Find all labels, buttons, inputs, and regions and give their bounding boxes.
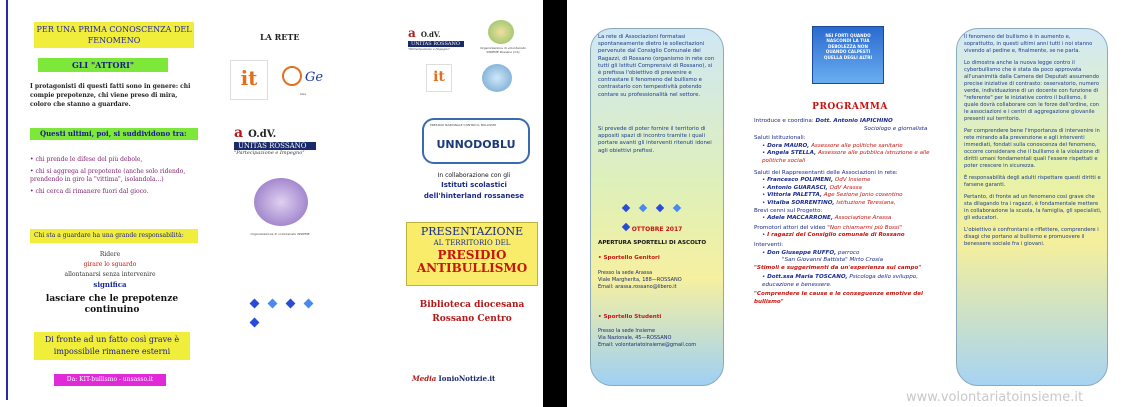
significa-text: significa <box>93 280 127 289</box>
paragraph: Per comprendere bene l'importanza di intervenire in rete mirando alla prevenzione e agli interventi immediati, fondati sulla conoscenza del fenomeno, occorre considerare che il bullismo è la violazione di diritti umani fondamentali quali l'essere rispettati e poter crescere in sicurezza. <box>964 128 1100 169</box>
footer-link[interactable]: Da: KIT-bullismo - unsasso.it <box>54 374 166 386</box>
paragraph: Il fenomeno del bullismo è in aumento e, soprattutto, in questi ultimi anni tutti i noi stanno vivendo al pedine e, finalmente, se ne parla. <box>964 34 1093 54</box>
responsabilita-box: Chi sta a guardare ha una grande responsabilità: <box>30 229 198 243</box>
age-icon <box>278 62 328 88</box>
toscano-row: • Dott.ssa Maria TOSCANO, Psicologa dello sviluppo, educazione e benessere. <box>762 274 918 288</box>
action-item: girare lo sguardo <box>83 261 137 268</box>
ruffo-row: • Don Giuseppe RUFFO, parroco <box>762 249 860 256</box>
ruffo-line2: "San Giovanni Battista" Mirto Crosia <box>782 257 884 264</box>
bullet-item: • chi cerca di rimanere fuori dal gioco. <box>30 188 149 195</box>
introduce-row: Introduce e coordina: Dott. Antonio IAPICHINO <box>754 118 893 124</box>
saluti-rap: Saluti dei Rappresentanti delle Associazioni in rete: <box>754 169 898 176</box>
paragraph: Lo dimostra anche la nuova legge contro il cyberbullismo che è stata da poco approvata all'unanimità dalla Camera dei Deputati assumendo precise iniziative di contrasto: osservatorio, numero verde, individuazione di un docente con funzione di "referente" per le iniziative contro il bullismo, il quale dovrà collaborare con le forze dell'ordine, con le associazioni e i centri di aggregazione giovanile presenti sul territorio. <box>964 60 1100 122</box>
diamond-icon <box>250 318 260 328</box>
panel-conoscenza <box>6 0 198 400</box>
genitori-info: Presso la sede Arassa Viale Margherita, 188—ROSSANO Email: arassa.rossano@libero.it <box>598 270 682 290</box>
insieme-logo <box>254 178 308 226</box>
diamond-icon <box>250 299 260 309</box>
istituti-text: Istituti scolastici <box>441 181 507 189</box>
media-partner: Media IonioNotizie.it <box>412 374 496 383</box>
age-logo: Ge AGe <box>278 62 328 98</box>
svg-text:Ge: Ge <box>305 70 324 85</box>
diamond-row <box>248 292 328 302</box>
diamond-icon <box>286 299 296 309</box>
fenomeno-text <box>964 34 1102 248</box>
brevi-label: Brevi cenni sul Progetto: <box>754 207 823 214</box>
action-item: Ridere <box>99 251 121 258</box>
programma-title: PROGRAMMA <box>812 102 888 112</box>
difronte-box: Di fronte ad un fatto così grave è impossibile rimanere esterni <box>34 332 190 360</box>
protagonisti-text: I protagonisti di questi fatti sono in genere: chi compie prepotenze, chi viene preso di mira, coloro che stanno a guardare. <box>30 83 191 108</box>
hinterland-text: dell'hinterland rossanese <box>423 192 525 200</box>
prevede-text: Si prevede di poter fornire il territorio di appositi spazi di incontro tramite i quali portare avanti gli interventi ritenuti idonei agli obiettivi prefissi. <box>598 126 712 154</box>
brevi-person: • Adele MACCARRONE, Associazione Arassa <box>762 215 892 222</box>
actions-list <box>30 250 190 290</box>
panel-rete <box>200 0 398 400</box>
comprendere-text: "Comprendere le cause e le conseguenze emotive del bullismo" <box>754 291 923 306</box>
ottobre-text: OTTOBRE 2017 <box>631 226 683 233</box>
programma-list <box>754 118 950 307</box>
suddividono-text: Questi ultimi, poi, si suddividono tra: <box>30 128 198 140</box>
apertura-text: APERTURA SPORTELLI DI ASCOLTO <box>598 240 707 246</box>
rap-person: • Vittoria PALETTA, Age Sezione Jonio cosentino <box>762 192 903 199</box>
it-logo: it <box>230 60 268 100</box>
lasciare-text: lasciare che le prepotenze continuino <box>45 294 179 315</box>
odv-a-icon: a <box>234 125 244 141</box>
collab-text: In collaborazione con gli <box>437 172 511 179</box>
diamond-icon <box>268 299 278 309</box>
stimoli-text: "Stimoli e suggerimenti da un'esperienza sul campo" <box>754 264 922 271</box>
rossano-text: Rossano Centro <box>432 314 512 324</box>
ist-person: • Angela STELLA, Assessore alle pubblica istruzione e alle politiche sociali <box>762 150 930 164</box>
sportello-studenti: • Sportello Studenti <box>598 314 662 320</box>
ragazzi-row: • I ragazzi del Consiglio comunale di Rossano <box>762 232 905 239</box>
interventi-label: Interventi: <box>754 241 784 248</box>
presidio-box: PRESENTAZIONE AL TERRITORIO DEL PRESIDIO ANTIBULLISMO <box>406 222 538 286</box>
attori-title: GLI "ATTORI" <box>38 58 168 72</box>
insieme-caption: Organizzazione di volontariato INSIEME <box>250 232 310 236</box>
biblioteca-text: Biblioteca diocesana <box>419 300 525 310</box>
insieme-logo-small <box>488 20 514 44</box>
panel-presentazione <box>398 0 540 400</box>
watermark: www.volontariatoinsieme.it <box>906 390 1084 405</box>
intro-text: La rete di Associazioni formatasi spontaneamente dietro le sollecitazioni pervenute dal Consiglio Comunale dei Ragazzi, di Rossano (organismo in rete con tutti gli Istituti Comprensivi di Rossano), si è prefissa l'obiettivo di prevenire e contrastare il fenomeno del bullismo e contrastarlo con tempestività potendo contare su professionalità nel settore. <box>598 34 715 98</box>
bullet-item: • chi si aggrega al prepotente (anche solo ridendo, prendendo in giro la "vittima", isolandola...) <box>30 168 186 183</box>
odv-logo: a O.dV. UNITAS ROSSANO "Partecipazione e Impegno" <box>234 122 354 158</box>
insieme-caption-small: Organizzazione di volontariato INSIEME Rossano (CS) <box>480 46 526 54</box>
badge-quote: NEI FORTI QUANDO NASCONDI LA TUA DEBOLEZZA NON QUANDO CALPESTI QUELLA DEGLI ALTRI <box>812 26 884 84</box>
paragraph: È responsabilità degli adulti rispettare questi diritti e farsene garanti. <box>964 175 1101 188</box>
action-item: allontanarsi senza intervenire <box>64 271 156 278</box>
saluti-ist: Saluti Istituzionali: <box>754 135 806 142</box>
introduce-role: Sociologo e giornalista <box>864 125 928 132</box>
circle-logo <box>482 64 512 92</box>
paragraph: Pertanto, di fronte ad un fenomeno così grave che sta dilagando tra i ragazzi, è fondamentale mettere in collaborazione la scuola, la famiglia, gli specialisti, gli educatori. <box>964 194 1102 221</box>
odv-logo-small: a O.dV. UNITAS ROSSANO "Partecipazione e Impegno" <box>408 22 478 52</box>
rap-person: • Antonio GUARASCI, OdV Arassa <box>762 184 862 191</box>
it-logo-small: it <box>426 64 452 92</box>
rete-title: LA RETE <box>260 32 300 42</box>
diamond-row-2 <box>620 196 700 206</box>
header-box: PER UNA PRIMA CONOSCENZA DEL FENOMENO <box>34 22 194 48</box>
sportello-genitori: • Sportello Genitori <box>598 255 660 261</box>
rap-person: • Francesco POLIMENI, OdV Insieme <box>762 177 871 184</box>
bullet-list <box>30 156 198 196</box>
page-divider <box>543 0 567 407</box>
studenti-info: Presso la sede Insieme Via Nazionale, 45—ROSSANO Email: volontariatoinsieme@gmail.com <box>598 328 697 348</box>
rap-person: • Vitalba SORRENTINO, Istituzione Teresiana, <box>762 199 896 206</box>
odv-a-icon: a <box>408 26 416 40</box>
bullet-item: • chi prende le difese del più debole, <box>30 156 143 163</box>
paragraph: L'obiettivo è confrontarsi e riflettere, comprendere i disagi che portano al bullismo e promuovere il benessere sociale fra i giovani. <box>964 227 1099 247</box>
promotori-row: Promotori attori del video "Non chiamarmi più Bossi" <box>754 224 902 231</box>
diamond-icon <box>304 299 314 309</box>
nodoblu-logo: PRESIDIO NAZIONALE CONTRO IL BULLISMO UNNODOBLU <box>422 118 530 164</box>
ist-person: • Dora MAURO, Assessore alle politiche sanitarie <box>762 142 903 149</box>
